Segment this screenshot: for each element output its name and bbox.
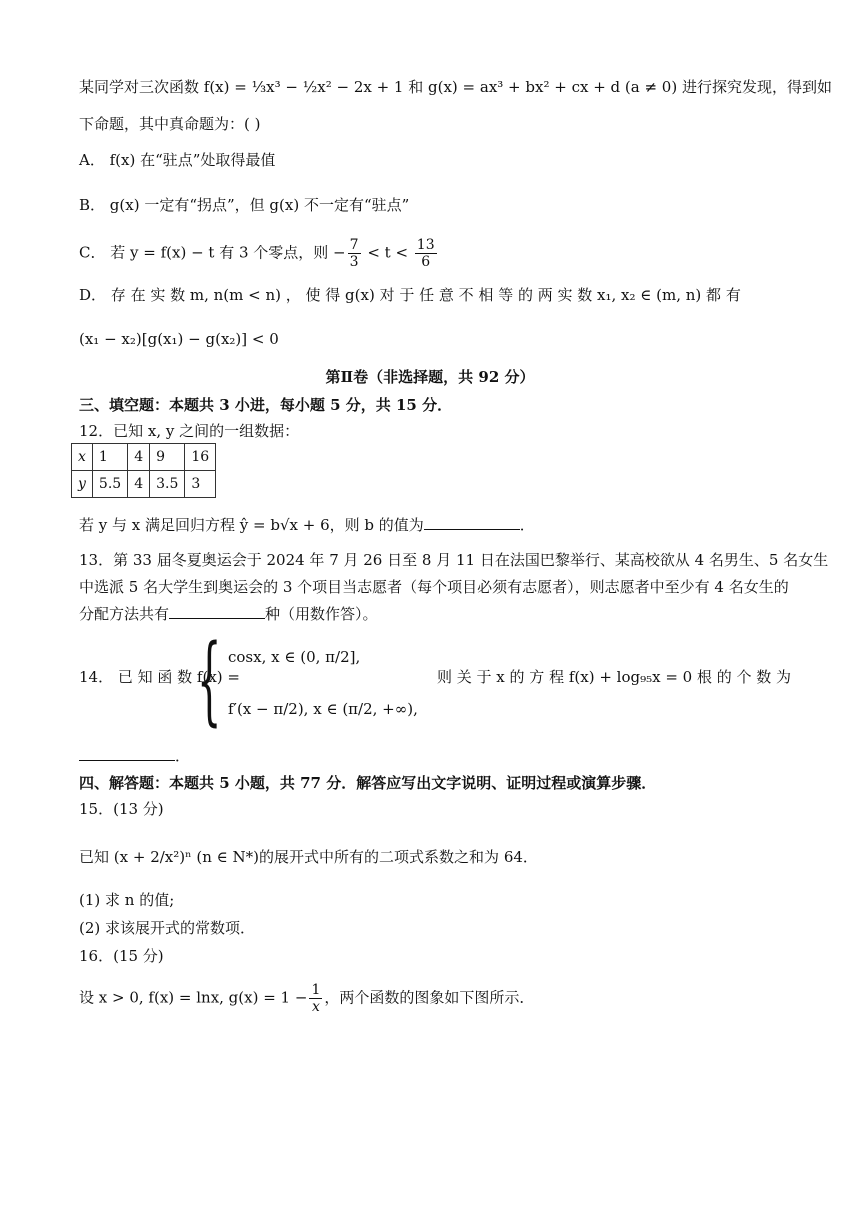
q12-question: [79, 514, 535, 536]
q13-line3-pre: 分配方法共有: [79, 605, 170, 623]
q11-stem-line1: 某同学对三次函数 f(x) = ⅓x³ − ½x² − 2x + 1 和 g(x) = ax³ + bx² + cx + d (a ≠ 0) 进行探究发现，得到如: [79, 78, 832, 96]
fraction-lower: [348, 237, 361, 270]
q12-data-table: [71, 443, 216, 498]
q13-line1: 13．第 33 届冬夏奥运会于 2024 年 7 月 26 日至 8 月 11 日在法国巴黎举行、某高校欲从 4 名男生、5 名女生: [79, 551, 829, 569]
q16-stem: [79, 982, 534, 1015]
q15-condition: (n ∈ N*): [196, 848, 260, 866]
q13-line2: 中选派 5 名大学生到奥运会的 3 个项目当志愿者（每个项目必须有志愿者），则志愿者中至少有 4 名女生的: [79, 578, 789, 596]
section4-heading: 四、解答题：本题共 5 小题，共 77 分．解答应写出文字说明、证明过程或演算步骤．: [79, 774, 657, 792]
q13-line3-post: 种（用数作答）。: [265, 605, 378, 623]
fraction-num: 13: [416, 237, 435, 253]
fraction-den: 6: [421, 254, 431, 270]
q15-expression: (x + 2/x²)ⁿ: [113, 848, 192, 866]
fraction-upper: [415, 237, 437, 270]
q14-pre: 14． 已 知 函 数 f(x) =: [79, 668, 240, 686]
q11-option-b: B． g(x) 一定有“拐点”，但 g(x) 不一定有“驻点”: [79, 196, 410, 214]
q15-part2: (2) 求该展开式的常数项．: [79, 919, 256, 937]
fraction-den: x: [311, 999, 320, 1015]
table-cell: x: [72, 444, 93, 471]
fraction-num: 7: [349, 237, 359, 253]
option-c-mid: < t <: [362, 243, 413, 262]
q15-title: 15．(13 分): [79, 800, 164, 818]
q14-post: 则 关 于 x 的 方 程 f(x) + log₉₅x = 0 根 的 个 数 为: [437, 668, 792, 686]
fraction-one-over-x: [309, 982, 322, 1015]
q16-title: 16．(15 分): [79, 947, 164, 965]
table-cell: 3.5: [150, 471, 185, 498]
q13-line3: [79, 603, 378, 625]
table-cell: 5.5: [92, 471, 127, 498]
q14-case2: f′(x − π/2), x ∈ (π/2, +∞),: [228, 700, 418, 718]
fraction-den: 3: [349, 254, 359, 270]
table-cell: 1: [92, 444, 127, 471]
piecewise-brace: {: [197, 624, 222, 736]
q15-stem: [79, 846, 538, 868]
answer-blank: [79, 746, 175, 761]
q11-stem-line2: 下命题，其中真命题为：( ): [79, 115, 261, 133]
q11-option-d-line1: D． 存 在 实 数 m, n(m < n) ， 使 得 g(x) 对 于 任 意 不 相 等 的 两 实 数 x₁, x₂ ∈ (m, n) 都 有: [79, 286, 741, 304]
fraction-num: 1: [311, 982, 321, 998]
answer-blank: [169, 604, 265, 619]
table-cell: 16: [185, 444, 216, 471]
table-cell: 3: [185, 471, 216, 498]
q16-pre: 设 x > 0, f(x) = lnx, g(x) = 1 −: [79, 988, 308, 1007]
table-cell: 4: [128, 444, 150, 471]
section3-heading: 三、填空题：本题共 3 小进，每小题 5 分，共 15 分．: [79, 396, 453, 414]
q11-option-a: A． f(x) 在“驻点”处取得最值: [79, 151, 276, 169]
q12-intro: 12．已知 x, y 之间的一组数据：: [79, 422, 300, 440]
q15-stem-post: 的展开式中所有的二项式系数之和为 64．: [259, 848, 538, 866]
q16-post: ，两个函数的图象如下图所示．: [324, 988, 535, 1007]
q15-part1: (1) 求 n 的值;: [79, 891, 175, 909]
table-cell: 9: [150, 444, 185, 471]
answer-blank: [424, 515, 520, 530]
q14-end: ．: [175, 747, 191, 765]
q12-end: ．: [519, 516, 535, 534]
q11-option-d-line2: (x₁ − x₂)[g(x₁) − g(x₂)] < 0: [79, 330, 279, 348]
q11-option-c: [79, 237, 439, 270]
table-row: [72, 444, 216, 471]
table-row: [72, 471, 216, 498]
table-cell: y: [72, 471, 93, 498]
table-cell: 4: [128, 471, 150, 498]
part2-title: 第Ⅱ卷（非选择题，共 92 分）: [325, 368, 535, 386]
q14-case1: cosx, x ∈ (0, π/2],: [228, 648, 361, 666]
option-c-pre: C． 若 y = f(x) − t 有 3 个零点，则 −: [79, 243, 346, 262]
q12-line: 若 y 与 x 满足回归方程 ŷ = b√x + 6，则 b 的值为: [79, 516, 424, 534]
q15-stem-pre: 已知: [79, 848, 110, 866]
q14-answer-line: [79, 745, 190, 767]
